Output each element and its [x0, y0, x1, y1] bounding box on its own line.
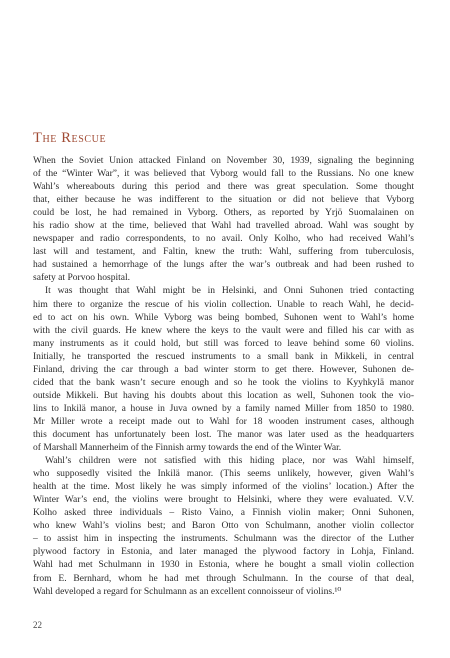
text-line: Winter War’s end, the violins were brought to Helsinki, where they were evaluated. V.V. [33, 494, 414, 506]
text-line: When the Soviet Union attacked Finland on November 30, 1939, signaling the beginning [33, 155, 414, 166]
text-line: of Marshall Mannerheim of the Finnish army towards the end of the Winter War. [33, 442, 342, 454]
text-line: cided that the bank wasn’t secure enough and so he took the violins to Kyyhkylä manor [33, 376, 414, 388]
text-line: Mr Miller wrote a receipt made out to Wahl for 18 wooden instrument cases, although [33, 415, 414, 427]
text-line: this document has unfortunately been lost. The manor was later used as the headquarters [33, 428, 414, 440]
text-line: him there to organize the rescue of his violin collection. Unable to reach Wahl, he decid- [33, 298, 414, 310]
text-line: Wahl’s children were not satisfied with this hiding place, nor was Wahl himself, [45, 455, 414, 467]
text-line: Kolho asked three individuals – Risto Vaino, a Finnish violin maker; Onni Suhonen, [33, 507, 414, 519]
text-line: newspaper and radio correspondents, to no avail. Only Kolho, who had received Wahl’s [33, 233, 414, 245]
text-line: last will and testament, and Faltin, knew the truth: Wahl, suffering from tuberculosis, [33, 246, 414, 258]
paragraph [33, 454, 414, 598]
text-line: – to assist him in inspecting the instruments. Schulmann was the director of the Luther [33, 533, 414, 545]
text-line: safety at Porvoo hospital. [33, 272, 131, 284]
text-line: his radio show at the time, believed that Wahl had travelled abroad. Wahl was sought by [33, 220, 414, 232]
page-number: 22 [33, 620, 42, 630]
text-line: It was thought that Wahl might be in Helsinki, and Onni Suhonen tried contacting [45, 285, 414, 297]
text-line: Initially, he transported the rescued instruments to a small bank in Mikkeli, in central [33, 350, 414, 362]
paragraph [33, 284, 414, 454]
section-title: The Rescue [33, 130, 107, 146]
text-line: that, either because he was indifferent to the situation or did not believe that Vyborg [33, 194, 414, 206]
text-line: outside Mikkeli. But having his doubts about this location as well, Suhonen took the vio- [33, 389, 414, 401]
text-line: Wahl had met Schulmann in 1930 in Estonia, where he bought a small violin collection [33, 559, 414, 571]
text-line: ed to act on his own. While Vyborg was being bombed, Suhonen went to Wahl’s home [33, 311, 414, 323]
text-line: health at the time. Most likely he was simply informed of the violins’ location.) After the [33, 481, 414, 493]
text-line: plywood factory in Estonia, and later managed the plywood factory in Lohja, Finland. [33, 546, 414, 558]
text-line: of the “Winter War”, it was believed that Vyborg would fall to the Russians. No one knew [33, 168, 414, 180]
text-line: Wahl developed a regard for Schulmann as an excellent connoisseur of violins.¹⁰ [33, 585, 342, 597]
text-line: who supposedly visited the Inkilä manor. (This seems unlikely, however, given Wahl’s [33, 468, 414, 480]
text-line: who knew Wahl’s violins best; and Baron Otto von Schulmann, another violin collector [33, 520, 414, 532]
paragraph [33, 154, 414, 284]
text-line: had sustained a hemorrhage of the lungs after the war’s outbreak and had been rushed to [33, 259, 414, 271]
text-line: many instruments as it could hold, but still was forced to leave behind some 60 violins. [33, 337, 414, 349]
body-text [33, 154, 414, 598]
text-line: could be lost, he had remained in Vyborg. Others, as reported by Yrjö Suomalainen on [33, 207, 414, 219]
text-line: Wahl’s whereabouts during this period and there was great speculation. Some thought [33, 181, 414, 193]
text-line: Finland, driving the car through a bad winter storm to get there. However, Suhonen de- [33, 363, 414, 375]
text-line: lins to Inkilä manor, a house in Juva owned by a family named Miller from 1850 to 1980. [33, 402, 414, 414]
text-line: with the civil guards. He knew where the keys to the vault were and filled his car with as [33, 324, 414, 336]
text-line: from E. Bernhard, whom he had met through Schulmann. In the course of that deal, [33, 572, 414, 584]
